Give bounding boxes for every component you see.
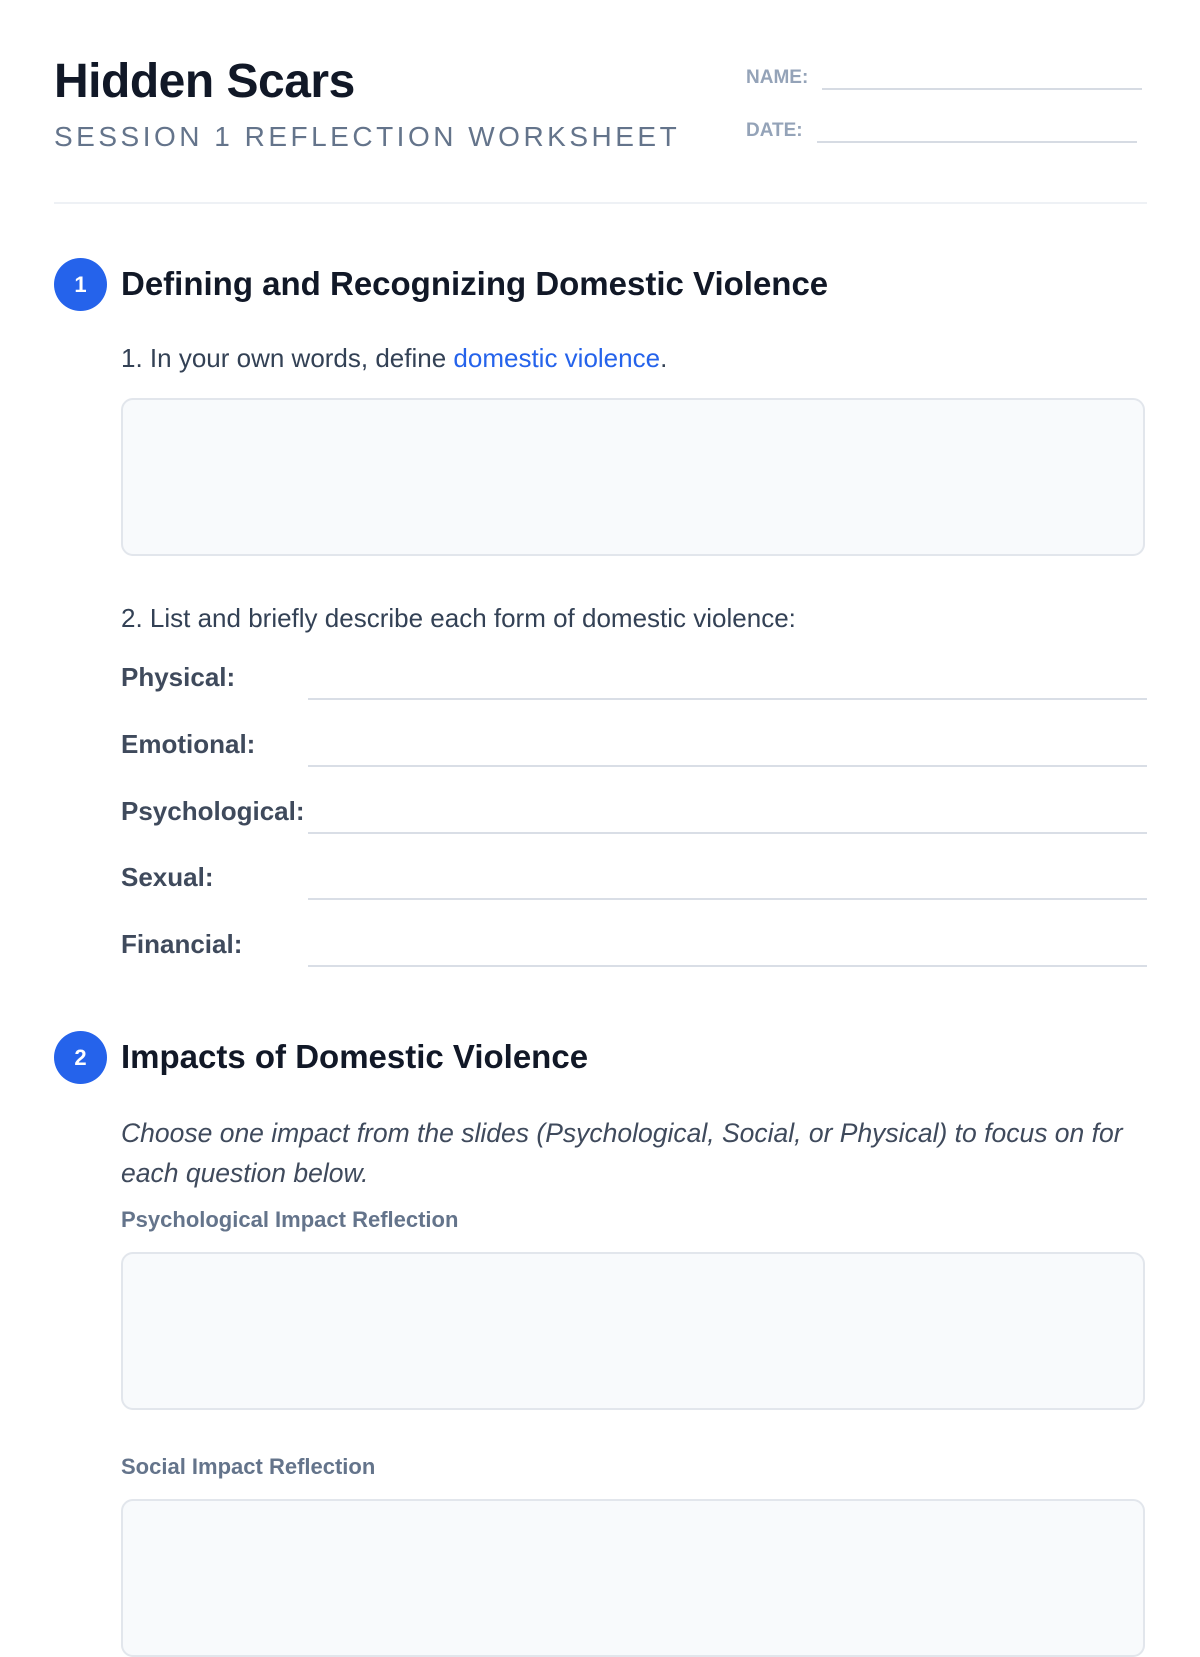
date-line[interactable] [817, 113, 1137, 143]
question-1-prefix: 1. In your own words, define [121, 343, 454, 373]
form-label-sexual: Sexual: [121, 862, 214, 892]
page-title: Hidden Scars [54, 55, 355, 108]
form-row-physical [121, 660, 1147, 700]
psychological-reflection-box[interactable] [121, 1252, 1145, 1410]
name-label: NAME: [746, 67, 809, 88]
form-line-physical[interactable] [308, 698, 1147, 700]
form-line-psychological[interactable] [308, 832, 1147, 834]
form-label-physical: Physical: [121, 662, 236, 692]
form-line-financial[interactable] [308, 965, 1147, 967]
psychological-reflection-label: Psychological Impact Reflection [121, 1207, 459, 1232]
section-1-title: Defining and Recognizing Domestic Violence [121, 265, 829, 302]
page-subtitle: SESSION 1 REFLECTION WORKSHEET [54, 121, 681, 152]
form-line-emotional[interactable] [308, 765, 1147, 767]
name-field [746, 60, 1142, 90]
question-2: 2. List and briefly describe each form of domestic violence: [121, 603, 796, 633]
form-row-financial [121, 927, 1147, 967]
form-row-psychological [121, 794, 1147, 834]
form-label-emotional: Emotional: [121, 729, 256, 759]
form-row-emotional [121, 727, 1147, 767]
form-row-sexual [121, 860, 1147, 900]
section-2-title: Impacts of Domestic Violence [121, 1038, 589, 1075]
section-2-instructions: Choose one impact from the slides (Psychological, Social, or Physical) to focus on for each question below. [121, 1118, 1123, 1188]
question-1-highlight: domestic violence [453, 343, 661, 373]
header-divider [54, 202, 1147, 204]
section-2-badge: 2 [54, 1031, 107, 1084]
social-reflection-label: Social Impact Reflection [121, 1454, 376, 1479]
question-1-answer-box[interactable] [121, 398, 1145, 556]
date-field [746, 113, 1137, 143]
social-reflection-box[interactable] [121, 1499, 1145, 1657]
form-label-financial: Financial: [121, 929, 243, 959]
name-line[interactable] [822, 60, 1142, 90]
question-1 [121, 342, 667, 374]
form-line-sexual[interactable] [308, 898, 1147, 900]
section-1-badge: 1 [54, 258, 107, 311]
question-1-suffix: . [660, 343, 668, 373]
date-label: DATE: [746, 120, 803, 141]
form-label-psychological: Psychological: [121, 796, 305, 826]
